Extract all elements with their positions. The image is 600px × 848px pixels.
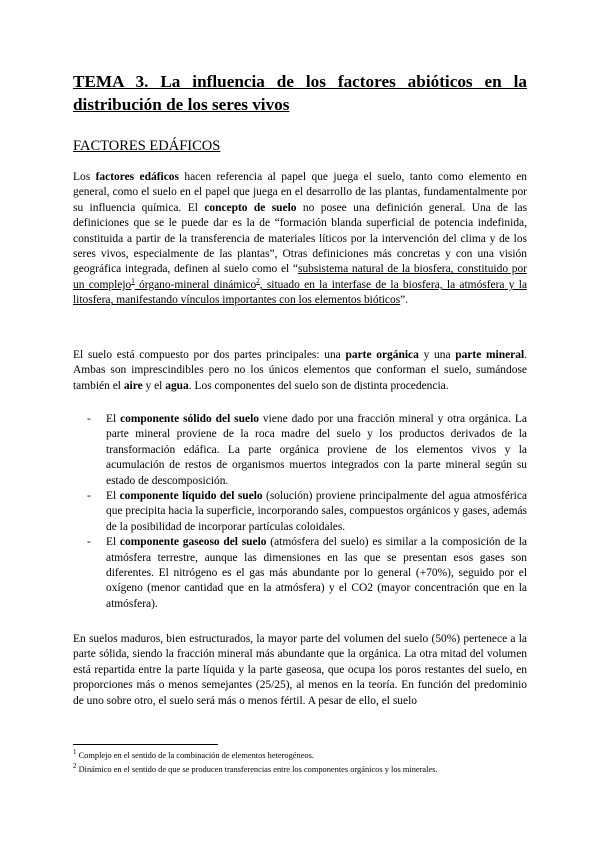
text-run: y el bbox=[142, 379, 166, 392]
bold-term: parte mineral bbox=[455, 349, 525, 361]
section-heading: FACTORES EDÁFICOS bbox=[73, 138, 221, 154]
soil-components-list bbox=[73, 412, 527, 612]
bold-term: factores edáficos bbox=[95, 171, 179, 183]
footnote-text: Complejo en el sentido de la combinación de elementos heterogéneos. bbox=[76, 751, 314, 760]
text-run: (solución) proviene principalmente del agua atmosférica que precipita hacia la superficie, incorporando sales, compuestos orgánicos y gases, además de la posibilidad de incorporar partículas coloidales. bbox=[106, 490, 527, 533]
list-dash: - bbox=[87, 413, 91, 425]
footnote-mark: 2 bbox=[73, 762, 77, 771]
text-run: y una bbox=[418, 349, 456, 361]
footnote-ref-2[interactable]: 2 bbox=[256, 277, 260, 286]
paragraph-composicion-suelo bbox=[73, 348, 527, 394]
underlined-definition: , situado en la interfase de la biosfera, la atmósfera y la litosfera, manifestando vínculos importantes con los elementos bióticos bbox=[73, 278, 528, 307]
text-run: ”. bbox=[400, 294, 409, 307]
footnote-divider bbox=[73, 744, 218, 745]
bold-term: componente sólido del suelo bbox=[120, 413, 259, 425]
underlined-definition: subsistema natural de la biosfera, constituido por un complejo bbox=[73, 263, 527, 291]
text-run: El bbox=[106, 413, 121, 425]
bold-term: concepto de suelo bbox=[204, 201, 297, 214]
list-item-liquido bbox=[73, 489, 527, 535]
text-run: El suelo está compuesto por dos partes principales: una bbox=[73, 349, 346, 361]
text-run: viene dado por una fracción mineral y otra orgánica. La parte mineral proviene de la roca madre del suelo y los productos derivados de la transformación edáfica. La parte orgánica proviene de los elementos vivos y la acumulación de restos de organismos muertos integrados con la parte mineral según su estado de descomposición. bbox=[106, 413, 527, 487]
bold-term: componente gaseoso del suelo bbox=[119, 536, 267, 549]
text-run: no posee una definición general. Una de las definiciones que se le puede dar es la de “formación blanda superficial de potencia indefinida, constituida a partir de la transferencia de materiales líticos por la intervención del clima y de los seres vivos, especialmente de las plantas”, Otras definiciones más concretas y con una visión geográfica integrada, definen al suelo como el “ bbox=[73, 201, 528, 276]
bold-term: componente líquido del suelo bbox=[119, 490, 263, 503]
bold-term: agua bbox=[165, 379, 189, 392]
text-run: . Los componentes del suelo son de distinta procedencia. bbox=[188, 379, 449, 392]
text-run: (atmósfera del suelo) es similar a la composición de la atmósfera terrestre, aunque las dimensiones en las que se presentan esos gases son diferentes. El nitrógeno es el gas más abundante por lo general (+70%), seguido por el oxígeno (menor cantidad que en la atmósfera) y el CO2 (mayor concentración que en la atmósfera). bbox=[106, 536, 528, 610]
text-run: hacen referencia al papel que juega el suelo, tanto como elemento en general, como el suelo en el papel que juega en el desarrollo de las plantas, fundamentalmente por su influencia química. El bbox=[73, 171, 528, 214]
paragraph-factores-edaficos bbox=[73, 170, 527, 309]
footnote-mark: 1 bbox=[73, 748, 77, 757]
list-dash: - bbox=[87, 490, 91, 503]
list-item-gaseoso bbox=[73, 535, 527, 612]
bold-term: aire bbox=[123, 379, 143, 392]
underlined-definition: órgano-mineral dinámico bbox=[134, 278, 257, 291]
text-run: El bbox=[106, 490, 120, 503]
page-title: TEMA 3. La influencia de los factores abióticos en la distribución de los seres vivos bbox=[73, 72, 527, 114]
text-run: . Ambas son imprescindibles pero no los únicos elementos que conforman el suelo, sumándose también el bbox=[73, 349, 528, 392]
footnote-2 bbox=[73, 764, 543, 775]
bold-term: parte orgánica bbox=[345, 349, 419, 361]
text-run: El bbox=[106, 536, 120, 549]
paragraph-suelos-maduros: En suelos maduros, bien estructurados, la mayor parte del volumen del suelo (50%) pertenece a la parte sólida, siendo la fracción mineral más abundante que la orgánica. La otra mitad del volumen está repartida entre la parte líquida y la parte gaseosa, que ocupa los poros restantes del suelo, en proporciones más o menos semejantes (25/25), al menos en la teoría. En función del predominio de uno sobre otro, el suelo será más o menos fértil. A pesar de ello, el suelo bbox=[73, 633, 527, 707]
footnote-ref-1[interactable]: 1 bbox=[131, 277, 135, 286]
footnote-1 bbox=[73, 750, 543, 761]
list-dash: - bbox=[87, 536, 91, 549]
text-run: Los bbox=[73, 171, 96, 183]
footnote-text: Dinámico en el sentido de que se producen transferencias entre los componentes orgánicos y los minerales. bbox=[76, 765, 438, 774]
list-item-solido bbox=[73, 412, 527, 489]
